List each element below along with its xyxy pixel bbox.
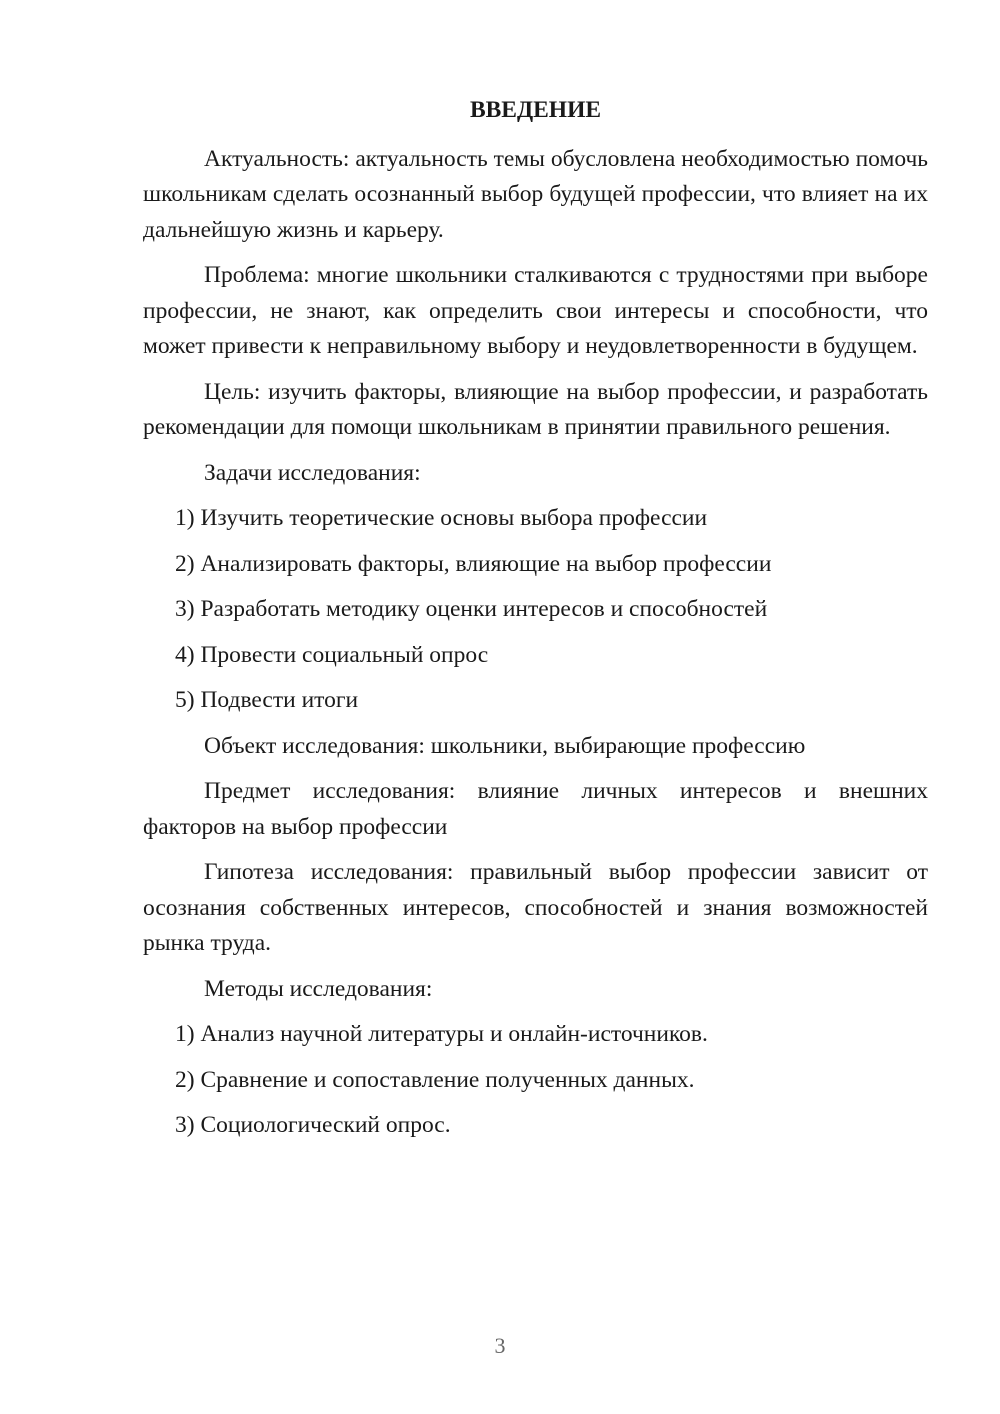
list-item: 1) Анализ научной литературы и онлайн-источников. xyxy=(175,1021,708,1047)
list-item: 4) Провести социальный опрос xyxy=(175,641,489,668)
list-item: 1) Изучить теоретические основы выбора профессии xyxy=(175,505,708,531)
page-content xyxy=(143,93,928,1154)
paragraph-object: Объект исследования: школьники, выбирающие профессию xyxy=(204,732,806,759)
methods-heading: Методы исследования: xyxy=(204,975,433,1002)
paragraph-goal: Цель: изучить факторы, влияющие на выбор профессии, и разработать рекомендации для помощи школьникам в принятии правильного решения. xyxy=(143,378,928,440)
section-title: ВВЕДЕНИЕ xyxy=(469,97,602,123)
list-item: 3) Социологический опрос. xyxy=(175,1112,451,1138)
paragraph-problem: Проблема: многие школьники сталкиваются с трудностями при выборе профессии, не знают, как определить свои интересы и способности, что может привести к неправильному выбору и неудовлетворенности в будущем. xyxy=(143,262,928,359)
paragraph-hypothesis: Гипотеза исследования: правильный выбор профессии зависит от осознания собственных интересов, способностей и знания возможностей рынка труда. xyxy=(143,859,928,956)
list-item: 2) Анализировать факторы, влияющие на выбор профессии xyxy=(175,550,772,577)
list-item: 2) Сравнение и сопоставление полученных данных. xyxy=(175,1066,695,1093)
page-number: 3 xyxy=(494,1333,506,1358)
paragraph-relevance: Актуальность: актуальность темы обусловлена необходимостью помочь школьникам сделать осознанный выбор будущей профессии, что влияет на их дальнейшую жизнь и карьеру. xyxy=(143,145,928,243)
tasks-list xyxy=(143,501,928,719)
list-item: 3) Разработать методику оценки интересов и способностей xyxy=(175,596,768,622)
list-item: 5) Подвести итоги xyxy=(175,687,359,713)
methods-list xyxy=(143,1017,928,1144)
tasks-heading: Задачи исследования: xyxy=(204,459,421,486)
paragraph-subject: Предмет исследования: влияние личных интересов и внешних факторов на выбор профессии xyxy=(143,778,928,840)
